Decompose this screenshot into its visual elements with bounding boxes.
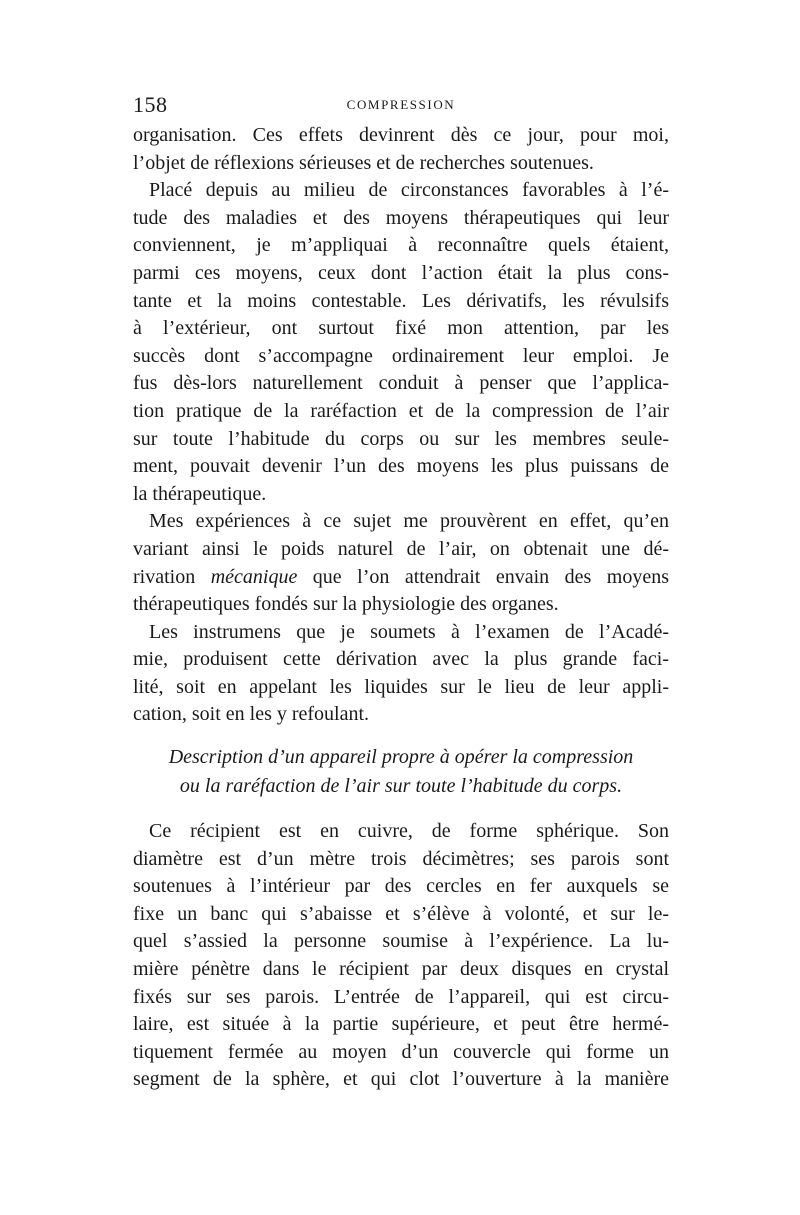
paragraph-4 [133,619,669,729]
running-title: COMPRESSION [346,97,456,112]
paragraph-2 [133,177,669,508]
text-line: conviennent, je m’appliquai à reconnaître quels étaient, [133,234,669,257]
section-heading [133,743,669,800]
text-line: tiquement fermée au moyen d’un couvercle qui forme un [133,1040,669,1063]
emphasis-word: mécanique [210,565,298,588]
text-line: à l’extérieur, ont surtout fixé mon attention, par les [133,317,669,340]
text-line: organisation. Ces effets devinrent dès ce jour, pour moi, [133,124,669,146]
paragraph-5 [133,818,669,1094]
text-line: la thérapeutique. [133,482,267,505]
heading-line: Description d’un appareil propre à opérer la compression [168,746,634,769]
heading-line: ou la raréfaction de l’air sur toute l’habitude du corps. [179,774,623,797]
text-line: mie, produisent cette dérivation avec la plus grande faci- [133,648,669,671]
page-header [133,92,669,118]
text-line: fixe un banc qui s’abaisse et s’élève à volonté, et sur le- [133,902,669,925]
paragraph-1 [133,122,669,177]
text-fragment: rivation [133,565,211,588]
text-line: parmi ces moyens, ceux dont l’action était la plus cons- [133,261,669,284]
text-line: tion pratique de la raréfaction et de la compression de l’air [133,399,669,422]
text-line: quel s’assied la personne soumise à l’expérience. La lu- [133,930,669,953]
body-text [133,122,669,1094]
text-line: Ce récipient est en cuivre, de forme sphérique. Son [149,820,669,843]
text-line: ment, pouvait devenir l’un des moyens les plus puissans de [133,455,669,478]
text-line: fixés sur ses parois. L’entrée de l’appareil, qui est circu- [133,985,669,1008]
text-line: tante et la moins contestable. Les dérivatifs, les révulsifs [133,289,669,312]
paragraph-3 [133,508,669,618]
text-line: cation, soit en les y refoulant. [133,703,370,726]
text-line: laire, est située à la partie supérieure, et peut être hermé- [133,1013,669,1036]
text-line: l’objet de réflexions sérieuses et de recherches soutenues. [133,151,594,174]
text-line: soutenues à l’intérieur par des cercles en fer auxquels se [133,875,669,898]
text-line: lité, soit en appelant les liquides sur le lieu de leur appli- [133,675,669,698]
text-line: segment de la sphère, et qui clot l’ouverture à la manière [133,1068,669,1091]
text-line: diamètre est d’un mètre trois décimètres; ses parois sont [133,847,669,870]
text-line: mière pénètre dans le récipient par deux disques en crystal [133,958,669,981]
text-line: Les instrumens que je soumets à l’examen de l’Acadé- [149,620,669,643]
spacer [133,729,669,743]
text-line: succès dont s’accompagne ordinairement leur emploi. Je [133,344,669,367]
text-line: thérapeutiques fondés sur la physiologie des organes. [133,593,559,616]
text-line: variant ainsi le poids naturel de l’air, on obtenait une dé- [133,537,669,560]
text-line: fus dès-lors naturellement conduit à penser que l’applica- [133,372,669,395]
text-line: Mes expériences à ce sujet me prouvèrent en effet, qu’en [149,510,669,533]
text-fragment: que l’on attendrait envain des moyens [297,565,669,588]
spacer [133,800,669,818]
page-number: 158 [133,92,168,117]
text-line: sur toute l’habitude du corps ou sur les membres seule- [133,427,669,450]
text-line: Placé depuis au milieu de circonstances favorables à l’é- [149,179,669,202]
text-line-with-emphasis [133,564,669,592]
text-line: tude des maladies et des moyens thérapeutiques qui leur [133,206,669,229]
